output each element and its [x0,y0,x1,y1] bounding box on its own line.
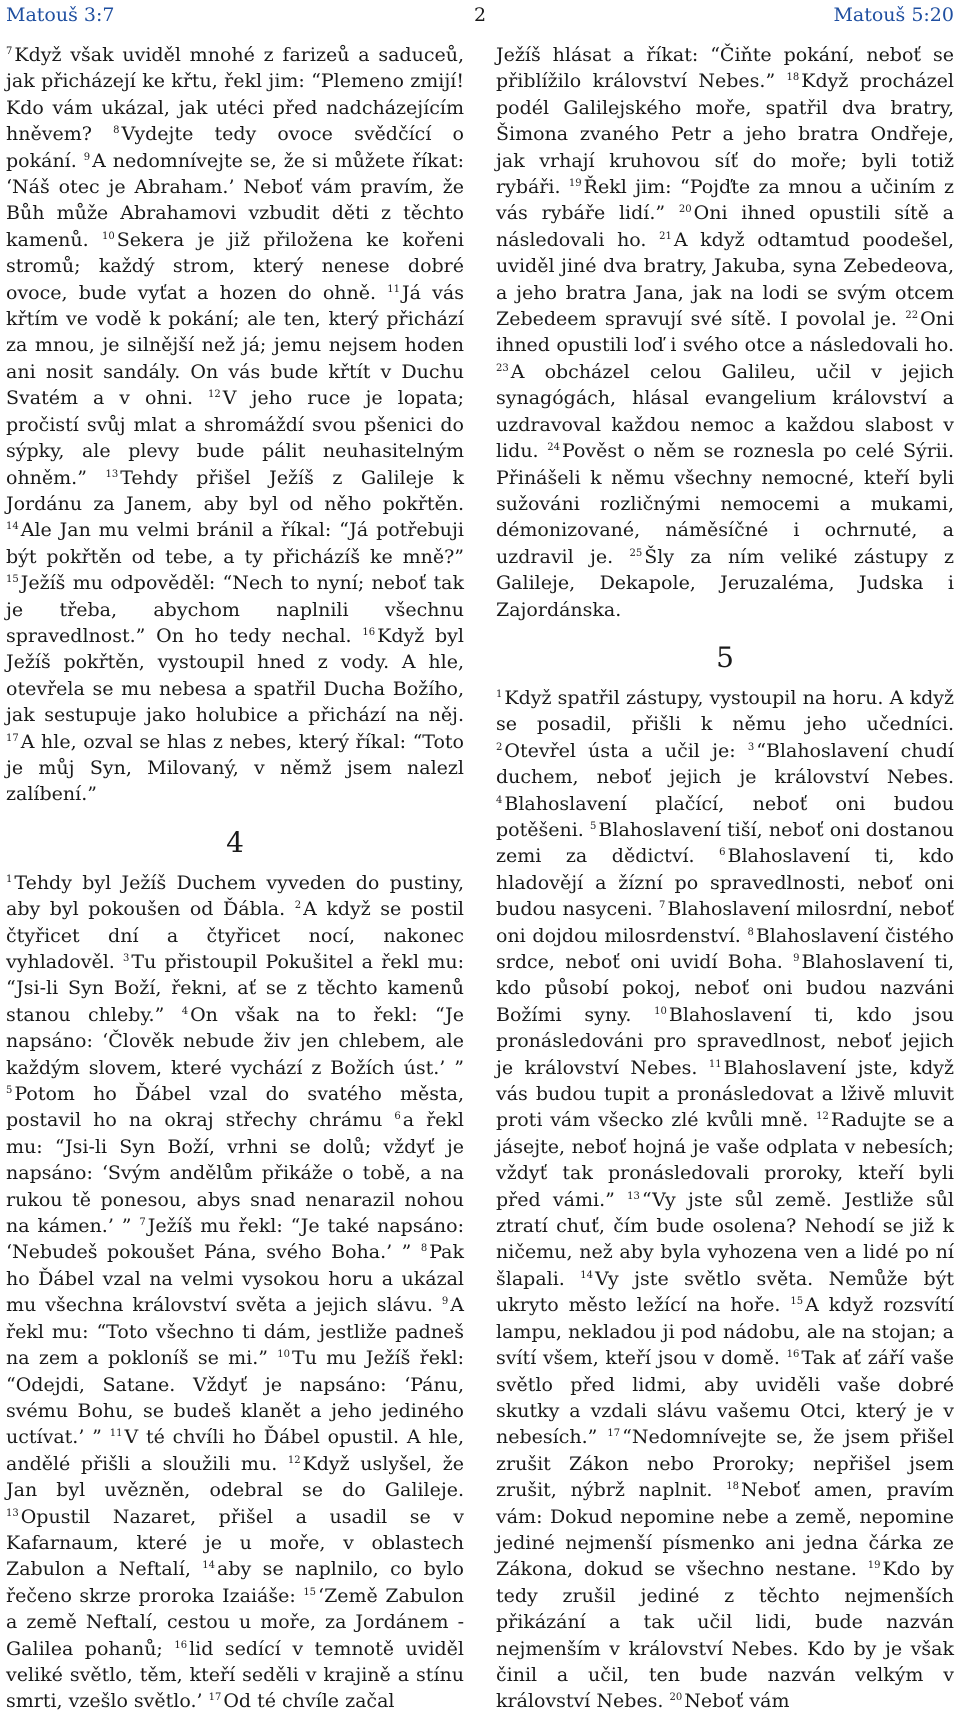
verse-number: 4 [496,794,503,806]
verse-number: 16 [362,626,376,638]
verse-text: Tu mu Ježíš řekl: “Odejdi, Satane. Vždyť je napsáno: ‘Pánu, svému Bohu, se budeš klanět a jeho jediného uctívat.’ ” [6,1347,464,1449]
verse-text: Vy jste světlo světa. Nemůže být ukryto město ležící na hoře. [496,1267,954,1317]
verse-text: Blahoslavení ti, kdo jsou pronásledováni pro spravedlnost, neboť jejich je království Nebes. [496,1003,954,1079]
verse-number: 15 [790,1296,804,1308]
verse-text: Blahoslavení jste, když vás budou tupit a pronásledovat a lživě mluvit proti vám všecko zlé kvůli mně. [496,1056,954,1132]
verse-text: Vydejte tedy ovoce svědčící o pokání. [6,123,464,172]
verse-text: Ježíš mu odpověděl: “Nech to nyní; neboť tak je třeba, abychom naplnili všechnu spravedlnost.” On ho tedy nechal. [6,572,464,647]
verse-text: Pověst o něm se roznesla po celé Sýrii. Přinášeli k němu všechny nemocné, kteří byli sužováni rozličnými nemocemi a mukami, démonizované, náměsíčné i ochrnuté, a uzdravil je. [496,440,954,568]
verse-text: A nedomnívejte se, že si můžete říkat: ‘Náš otec je Abraham.’ Neboť vám pravím, že Bůh může Abrahamovi vzbudit děti z těchto kamenů. [6,149,464,251]
verse-text: Když však uviděl mnohé z farizeů a saduceů, jak přicházejí ke křtu, řekl jim: “Plemeno zmijí! Kdo vám ukázal, jak utéci před nadcházejícím hněvem? [6,44,464,146]
verse-number: 14 [202,1560,216,1572]
verse-text: On však na to řekl: “Je napsáno: ‘Člověk nebude živ jen chlebem, ale každým slovem, které vychází z Božích úst.’ ” [6,1003,464,1079]
verse-text: Když byl Ježíš pokřtěn, vystoupil hned z vody. A hle, otevřela se mu nebesa a spatřil Ducha Božího, jak sestupuje jako holubice a přichází na něj. [6,624,464,727]
verse-number: 9 [793,953,800,964]
chapter-4-continued-text [496,42,954,623]
verse-text: Já vás křtím ve vodě k pokání; ale ten, který přichází za mnou, je silnější než já; jemu nejsem hoden ani nosit sandály. On vás bude křtít v Duchu Svatém a v ohni. [6,281,464,410]
chapter-4-heading: 4 [226,825,244,859]
verse-text: Tehdy přišel Ježíš z Galileje k Jordánu za Janem, aby byl od něho pokřtěn. [6,466,464,515]
chapter-5-text [496,685,954,1715]
verse-text: A když se postil čtyřicet dní a čtyřicet nocí, nakonec vyhladověl. [6,898,464,973]
verse-number: 7 [659,900,666,912]
verse-text: A hle, ozval se hlas z nebes, který říkal: “Toto je můj Syn, Milovaný, v němž jsem nalezl zalíbení.” [6,730,464,806]
page-header [6,4,954,30]
verse-number: 17 [208,1692,222,1704]
verse-number: 15 [303,1586,317,1598]
verse-number: 13 [105,468,119,480]
verse-number: 17 [607,1428,621,1440]
verse-text: “Nedomnívejte se, že jsem přišel zrušit Zákon nebo Proroky; nepřišel jsem zrušit, nýbrž naplnit. [496,1426,954,1502]
verse-text: Neboť amen, pravím vám: Dokud nepomine nebe a země, nepomine jediné nejmenší písmenko ani jedna čárka ze Zákona, dokud se všechno nestane. [496,1479,954,1581]
verse-number: 4 [181,1005,189,1017]
verse-number: 17 [6,732,19,744]
verse-number: 24 [547,442,560,454]
page-number: 2 [473,4,487,26]
verse-number: 18 [786,72,800,84]
verse-text: Tu přistoupil Pokušitel a řekl mu: “Jsi-li Syn Boží, řekni, ať se z těchto kamenů stanou chleby.” [6,951,464,1026]
verse-text: Když uslyšel, že Jan byl uvězněn, odebral se do Galileje. [6,1452,464,1502]
verse-text: Tehdy byl Ježíš Duchem vyveden do pustiny, aby byl pokoušen od Ďábla. [6,871,464,921]
left-column [6,42,464,1715]
verse-text: Ale Jan mu velmi bránil a říkal: “Já potřebuji být pokřtěn od tebe, a ty přicházíš ke mně?” [6,519,464,568]
verse-number: 20 [678,204,692,216]
verse-number: 11 [708,1058,722,1070]
verse-text: Opustil Nazaret, přišel a usadil se v Kafarnaum, které je u moře, v oblastech Zabulon a Neftalí, [6,1505,464,1581]
verse-text: lid sedící v temnotě uviděl veliké světlo, těm, kteří seděli v krajině a stínu smrti, vzešlo světlo.’ [6,1637,465,1713]
verse-text: Ježíš hlásat a říkat: “Čiňte pokání, neboť se přiblížilo království Nebes.” [496,44,954,93]
verse-number: 22 [905,310,919,322]
verse-number: 8 [113,125,120,137]
verse-text: A když odtamtud poodešel, uviděl jiné dva bratry, Jakuba, syna Zebedeova, a jeho bratra Jana, jak na lodi se svým otcem Zebedeem spravují své sítě. I povolal je. [496,228,955,331]
verse-text: Když procházel podél Galilejského moře, spatřil dva bratry, Šimona zvaného Petr a jeho bratra Ondřeje, jak vrhají kruhovou síť do moře; byli totiž rybáři. [496,70,954,199]
verse-text: Blahoslavení ti, kdo hladovějí a žízní po spravedlnosti, neboť oni budou nasyceni. [496,845,954,921]
verse-number: 18 [726,1481,740,1493]
verse-text: Otevřel ústa a učil je: [504,739,736,762]
verse-text: Když spatřil zástupy, vystoupil na horu. A když se posadil, přišli k němu jeho učedníci. [496,686,954,736]
verse-text: “Blahoslavení chudí duchem, neboť jejich je království Nebes. [496,739,954,789]
chapter-3-text [6,42,464,808]
verse-number: 23 [496,362,509,374]
verse-text: Kdo by tedy zrušil jediné z těchto nejmenších přikázání a tak učil lidi, bude nazván nejmenším v království Nebes. Kdo by je však činil a učil, ten bude nazván velkým v království Nebes. [496,1558,955,1713]
verse-text: aby se naplnilo, co bylo řečeno skrze proroka Izaiáše: [6,1558,464,1607]
right-column [496,42,954,1715]
running-head-left: Matouš 3:7 [6,4,115,26]
verse-number: 2 [496,741,503,753]
verse-number: 13 [6,1507,19,1519]
verse-number: 7 [139,1217,146,1229]
verse-number: 25 [629,547,643,559]
verse-text: A když rozsvítí lampu, nekladou ji pod nádobu, ale na stojan; a svítí všem, kteří jsou v domě. [496,1294,954,1370]
verse-text: A obcházel celou Galileu, učil v jejich synagógách, hlásal evangelium království a uzdravoval každou nemoc a každou slabost v lidu. [496,360,954,463]
verse-text: a řekl mu: “Jsi-li Syn Boží, vrhni se dolů; vždyť je napsáno: ‘Svým andělům přikáže o tobě, a na rukou tě ponesou, abys snad nenarazil nohou na kámen.’ ” [6,1109,464,1238]
verse-number: 1 [6,873,13,885]
chapter-5-heading: 5 [716,640,734,674]
verse-number: 14 [580,1269,594,1281]
verse-text: Šly za ním veliké zástupy z Galileje, Dekapole, Jeruzaléma, Judska i Zajordánska. [496,545,954,621]
verse-text: Blahoslavení milosrdní, neboť oni dojdou milosrdenství. [496,898,954,947]
verse-text: Tak ať září vaše světlo před lidmi, aby uviděli vaše dobré skutky a vzdali slávu vašemu Otci, který je v nebesích.” [496,1347,954,1449]
verse-text: Sekera je již přiložena ke kořeni stromů; každý strom, který nenese dobré ovoce, bude vyťat a hozen do ohně. [6,228,464,304]
verse-text: Radujte se a jásejte, neboť hojná je vaše odplata v nebesích; vždyť tak pronásledovali proroky, kteří byli před vámi.” [496,1109,955,1211]
verse-text: Neboť vám [684,1690,790,1713]
verse-number: 3 [747,741,755,753]
verse-number: 12 [816,1111,829,1123]
verse-number: 1 [496,688,503,700]
chapter-4-text [6,870,464,1715]
verse-number: 11 [387,283,401,295]
verse-number: 10 [277,1349,291,1361]
verse-text: Blahoslavení tiší, neboť oni dostanou zemi za dědictví. [496,818,954,868]
verse-text: Blahoslavení ti, kdo působí pokoj, neboť oni budou nazváni Božími syny. [496,951,955,1026]
verse-text: “Vy jste sůl země. Jestliže sůl ztratí chuť, čím bude osolena? Nehodí se již k ničemu, než aby byla vyhozena ven a lidé po ní šlapali. [496,1188,955,1290]
verse-number: 16 [174,1639,188,1651]
verse-number: 8 [420,1243,428,1255]
verse-number: 12 [208,389,221,401]
verse-number: 6 [394,1111,401,1123]
verse-number: 19 [867,1560,881,1572]
verse-number: 9 [83,151,91,163]
verse-number: 5 [6,1085,13,1097]
verse-number: 3 [123,953,130,964]
verse-text: V té chvíli ho Ďábel opustil. A hle, andělé přišli a sloužili mu. [6,1426,464,1475]
verse-number: 15 [6,574,19,586]
verse-number: 20 [669,1692,683,1704]
verse-text: Oni ihned opustili sítě a následovali ho. [496,202,955,251]
verse-number: 19 [568,178,582,190]
verse-number: 11 [109,1428,123,1440]
verse-number: 8 [747,926,754,938]
verse-number: 16 [786,1349,800,1361]
verse-number: 21 [659,230,672,242]
running-head-right: Matouš 5:20 [833,4,954,26]
verse-number: 12 [287,1454,301,1466]
verse-text: Blahoslavení čistého srdce, neboť oni uvidí Boha. [496,924,954,973]
verse-text: V jeho ruce je lopata; pročistí svůj mlat a shromáždí svou pšenici do sýpky, ale plevy bude pálit neuhasitelným ohněm.” [6,387,464,489]
verse-text: ‘Země Zabulon a země Neftalí, cestou u moře, za Jordánem - Galilea pohanů; [6,1584,465,1660]
verse-text: Pak ho Ďábel vzal na velmi vysokou horu a ukázal mu všechna království světa a jejich slávu. [6,1241,465,1317]
verse-number: 14 [6,521,19,533]
verse-text: A řekl mu: “Toto všechno ti dám, jestliže padneš na zem a pokloníš se mi.” [6,1294,464,1370]
verse-text: Potom ho Ďábel vzal do svatého města, postavil ho na okraj střechy chrámu [6,1083,464,1132]
verse-text: Od té chvíle začal [223,1690,395,1713]
verse-number: 5 [590,820,597,832]
verse-text: Oni ihned opustili loď i svého otce a následovali ho. [496,308,954,357]
verse-text: Blahoslavení plačící, neboť oni budou potěšeni. [496,792,954,841]
verse-number: 9 [441,1296,449,1308]
verse-number: 10 [654,1005,667,1017]
verse-number: 6 [719,847,726,859]
verse-number: 2 [294,900,302,912]
verse-number: 10 [101,230,115,242]
verse-text: Ježíš mu řekl: “Je také napsáno: ‘Nebudeš pokoušet Pána, svého Boha.’ ” [6,1215,464,1264]
verse-number: 7 [6,46,13,57]
verse-number: 13 [627,1190,640,1202]
verse-text: Řekl jim: “Pojďte za mnou a učiním z vás rybáře lidí.” [496,176,954,225]
